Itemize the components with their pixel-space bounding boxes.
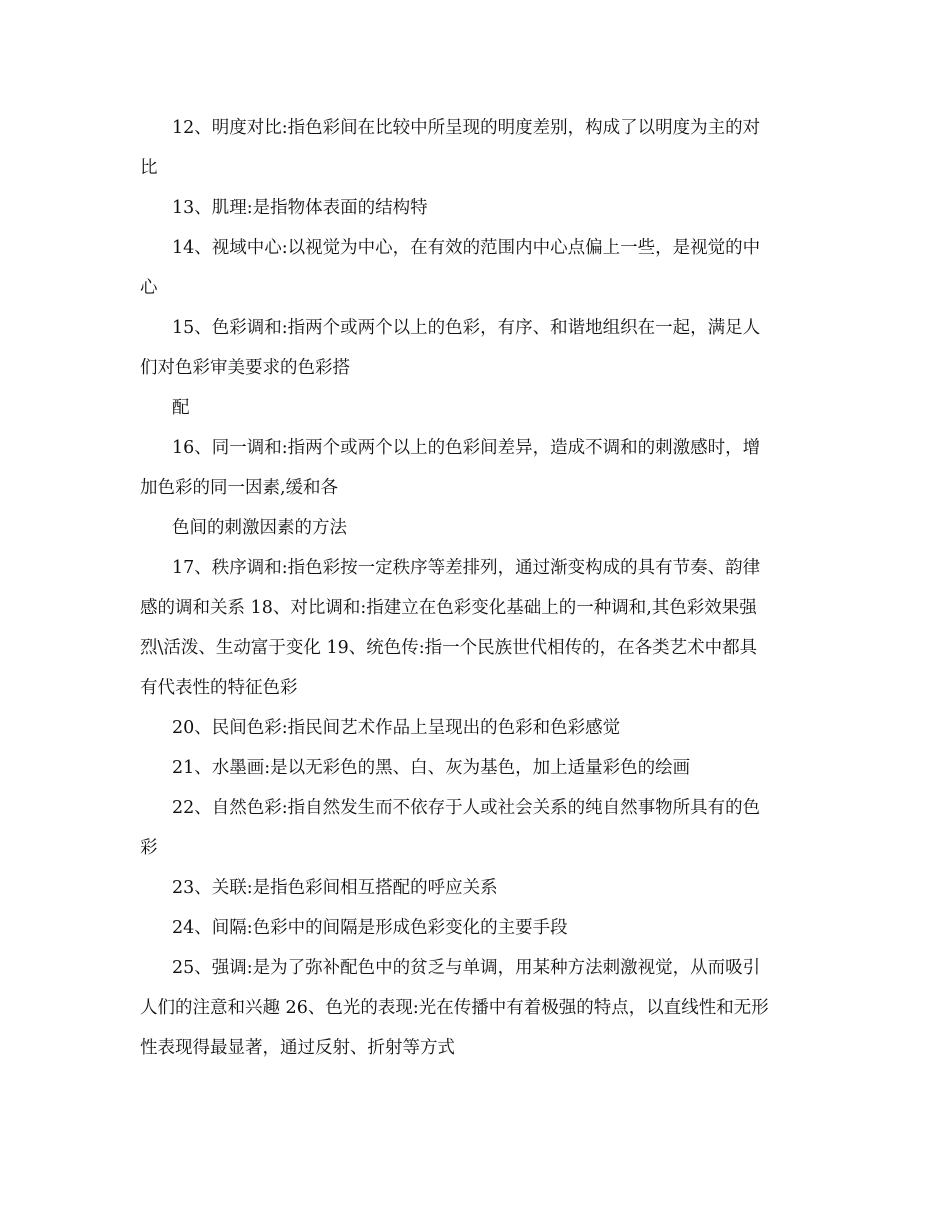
- text-line: 心: [140, 278, 158, 298]
- text-line: 比: [140, 158, 158, 178]
- text-line: 24、间隔:色彩中的间隔是形成色彩变化的主要手段: [172, 918, 568, 938]
- text-line: 烈\活泼、生动富于变化 19、统色传:指一个民族世代相传的，在各类艺术中都具: [140, 638, 758, 658]
- text-line: 人们的注意和兴趣 26、色光的表现:光在传播中有着极强的特点，以直线性和无形: [140, 998, 769, 1018]
- entry-12: [140, 108, 820, 188]
- text-line: 22、自然色彩:指自然发生而不依存于人或社会关系的纯自然事物所具有的色: [172, 798, 761, 818]
- text-line: 彩: [140, 838, 158, 858]
- text-line: 21、水墨画:是以无彩色的黑、白、灰为基色，加上适量彩色的绘画: [172, 758, 691, 778]
- entry-21: [140, 748, 820, 788]
- document-body: [140, 108, 820, 1068]
- entry-20: [140, 708, 820, 748]
- entry-15: [140, 308, 820, 428]
- text-line: 配: [172, 398, 190, 418]
- text-line: 色间的刺激因素的方法: [172, 518, 347, 538]
- entry-16: [140, 428, 820, 548]
- text-line: 性表现得最显著，通过反射、折射等方式: [140, 1038, 455, 1058]
- text-line: 23、关联:是指色彩间相互搭配的呼应关系: [172, 878, 498, 898]
- entry-13: [140, 188, 820, 228]
- entry-17: [140, 548, 820, 708]
- text-line: 14、视域中心:以视觉为中心，在有效的范围内中心点偏上一些，是视觉的中: [172, 238, 761, 258]
- entry-25: [140, 948, 820, 1068]
- text-line: 15、色彩调和:指两个或两个以上的色彩，有序、和谐地组织在一起，满足人: [172, 318, 761, 338]
- text-line: 有代表性的特征色彩: [140, 678, 298, 698]
- text-line: 加色彩的同一因素,缓和各: [140, 478, 339, 498]
- text-line: 感的调和关系 18、对比调和:指建立在色彩变化基础上的一种调和,其色彩效果强: [140, 598, 757, 618]
- text-line: 13、肌理:是指物体表面的结构特: [172, 198, 428, 218]
- text-line: 20、民间色彩:指民间艺术作品上呈现出的色彩和色彩感觉: [172, 718, 621, 738]
- entry-22: [140, 788, 820, 868]
- entry-14: [140, 228, 820, 308]
- entry-23: [140, 868, 820, 908]
- text-line: 17、秩序调和:指色彩按一定秩序等差排列，通过渐变构成的具有节奏、韵律: [172, 558, 761, 578]
- text-line: 16、同一调和:指两个或两个以上的色彩间差异，造成不调和的刺激感时，增: [172, 438, 761, 458]
- text-line: 们对色彩审美要求的色彩搭: [140, 358, 350, 378]
- text-line: 12、明度对比:指色彩间在比较中所呈现的明度差别，构成了以明度为主的对: [172, 118, 761, 138]
- entry-24: [140, 908, 820, 948]
- text-line: 25、强调:是为了弥补配色中的贫乏与单调，用某种方法刺激视觉，从而吸引: [172, 958, 761, 978]
